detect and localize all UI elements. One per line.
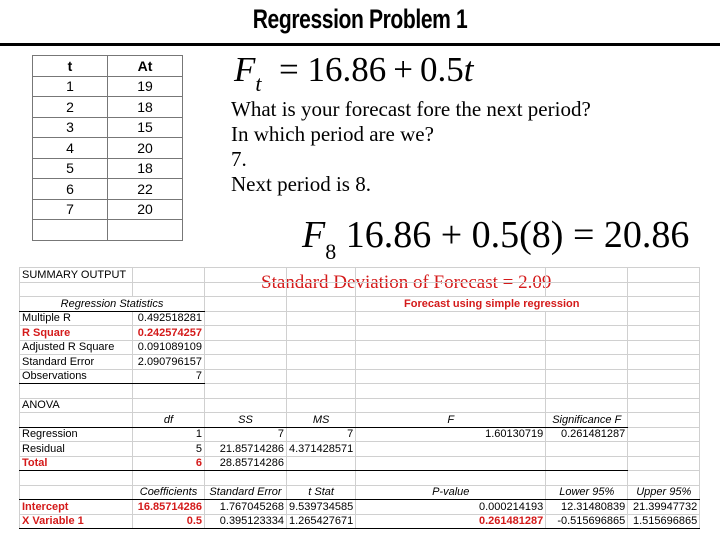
coef-upper: 1.515696865 bbox=[628, 514, 700, 529]
cell-empty bbox=[287, 326, 356, 341]
cell-empty bbox=[356, 471, 546, 486]
cell-at: 20 bbox=[108, 138, 183, 159]
stat-label: Standard Error bbox=[20, 355, 133, 370]
coef-lower: 12.31480839 bbox=[546, 500, 628, 515]
table-row bbox=[20, 442, 700, 457]
cell-empty bbox=[546, 355, 628, 370]
cell-empty bbox=[205, 384, 287, 399]
question-text: In which period are we? bbox=[231, 122, 434, 146]
coef-tstat: 1.265427671 bbox=[287, 514, 356, 529]
cell-empty bbox=[628, 413, 700, 428]
table-row bbox=[33, 76, 183, 97]
column-header-at: At bbox=[108, 56, 183, 77]
cell-empty bbox=[628, 471, 700, 486]
table-row-empty bbox=[33, 220, 183, 241]
cell-empty bbox=[133, 384, 205, 399]
cell-empty bbox=[133, 398, 205, 413]
table-row bbox=[33, 97, 183, 118]
anova-df: 5 bbox=[133, 442, 205, 457]
cell-empty bbox=[628, 297, 700, 312]
cell-empty bbox=[205, 355, 287, 370]
table-row bbox=[20, 456, 700, 471]
cell-empty bbox=[628, 282, 700, 297]
anova-header: df bbox=[133, 413, 205, 428]
cell-empty bbox=[205, 282, 287, 297]
cell-at: 18 bbox=[108, 158, 183, 179]
cell-empty bbox=[20, 384, 133, 399]
cell-empty bbox=[205, 268, 287, 283]
cell-empty bbox=[356, 442, 546, 457]
cell-empty bbox=[356, 384, 546, 399]
anova-header: MS bbox=[287, 413, 356, 428]
anova-ms: 7 bbox=[287, 427, 356, 442]
cell-empty bbox=[287, 384, 356, 399]
table-row bbox=[33, 138, 183, 159]
table-row bbox=[20, 500, 700, 515]
regression-equation bbox=[234, 50, 474, 104]
coef-pvalue: 0.261481287 bbox=[356, 514, 546, 529]
stat-label: Observations bbox=[20, 369, 133, 384]
stat-label: R Square bbox=[20, 326, 133, 341]
coef-se: 0.395123334 bbox=[205, 514, 287, 529]
cell-t: 7 bbox=[33, 199, 108, 220]
title-divider bbox=[0, 43, 720, 46]
cell-empty bbox=[287, 369, 356, 384]
table-row bbox=[20, 326, 700, 341]
cell-empty bbox=[287, 398, 356, 413]
cell-empty bbox=[356, 268, 546, 283]
question-text: What is your forecast fore the next period? bbox=[231, 97, 591, 121]
cell-empty bbox=[356, 369, 546, 384]
coef-row-label: X Variable 1 bbox=[20, 514, 133, 529]
eq-operator: + bbox=[386, 50, 421, 89]
cell-t: 4 bbox=[33, 138, 108, 159]
cell-empty bbox=[546, 369, 628, 384]
cell-empty bbox=[287, 471, 356, 486]
cell-empty bbox=[546, 282, 628, 297]
eq-subscript: t bbox=[255, 71, 262, 96]
cell-empty bbox=[628, 398, 700, 413]
cell-t: 6 bbox=[33, 179, 108, 200]
summary-output-label: SUMMARY OUTPUT bbox=[20, 268, 133, 283]
anova-header: F bbox=[356, 413, 546, 428]
stat-value: 0.091089109 bbox=[133, 340, 205, 355]
cell-at: 18 bbox=[108, 97, 183, 118]
data-table bbox=[32, 55, 183, 241]
coef-value: 16.85714286 bbox=[133, 500, 205, 515]
coef-header: Upper 95% bbox=[628, 485, 700, 500]
eq-slope: 0.5 bbox=[420, 50, 464, 89]
cell-empty bbox=[205, 311, 287, 326]
cell-empty bbox=[628, 355, 700, 370]
anova-header: Significance F bbox=[546, 413, 628, 428]
table-row bbox=[20, 340, 700, 355]
stat-label: Adjusted R Square bbox=[20, 340, 133, 355]
cell-empty bbox=[287, 268, 356, 283]
cell-empty bbox=[356, 456, 546, 471]
stat-value: 7 bbox=[133, 369, 205, 384]
cell-empty bbox=[20, 485, 133, 500]
anova-ss: 28.85714286 bbox=[205, 456, 287, 471]
cell-empty bbox=[546, 340, 628, 355]
cell-empty bbox=[546, 311, 628, 326]
stat-value: 2.090796157 bbox=[133, 355, 205, 370]
cell-empty bbox=[205, 326, 287, 341]
coef-upper: 21.39947732 bbox=[628, 500, 700, 515]
cell-empty bbox=[356, 326, 546, 341]
anova-ss: 21.85714286 bbox=[205, 442, 287, 457]
cell-empty bbox=[628, 427, 700, 442]
page-title: Regression Problem 1 bbox=[252, 4, 468, 34]
table-row bbox=[20, 355, 700, 370]
eq-intercept: 16.86 bbox=[307, 50, 387, 89]
anova-df: 1 bbox=[133, 427, 205, 442]
cell-empty bbox=[205, 471, 287, 486]
table-row bbox=[20, 369, 700, 384]
cell-empty bbox=[20, 413, 133, 428]
eq-subscript: 8 bbox=[325, 239, 337, 264]
eq-lhs: F bbox=[302, 214, 326, 256]
cell-empty bbox=[546, 326, 628, 341]
eq-variable: t bbox=[463, 50, 474, 89]
cell-empty bbox=[628, 268, 700, 283]
cell-empty bbox=[546, 442, 628, 457]
cell-empty bbox=[33, 220, 108, 241]
answer-text: Next period is 8. bbox=[231, 172, 371, 196]
cell-empty bbox=[287, 456, 356, 471]
anova-row-label: Residual bbox=[20, 442, 133, 457]
cell-empty bbox=[628, 442, 700, 457]
cell-empty bbox=[356, 311, 546, 326]
cell-at: 22 bbox=[108, 179, 183, 200]
cell-empty bbox=[546, 456, 628, 471]
cell-at: 20 bbox=[108, 199, 183, 220]
cell-empty bbox=[20, 471, 133, 486]
answer-text: 7. bbox=[231, 147, 247, 171]
coef-pvalue: 0.000214193 bbox=[356, 500, 546, 515]
cell-empty bbox=[205, 297, 287, 312]
anova-row-label: Regression bbox=[20, 427, 133, 442]
cell-empty bbox=[20, 282, 133, 297]
eq-rhs: 16.86 + 0.5(8) = 20.86 bbox=[345, 214, 690, 256]
stat-label: Multiple R bbox=[20, 311, 133, 326]
cell-empty bbox=[356, 340, 546, 355]
cell-empty bbox=[287, 355, 356, 370]
cell-empty bbox=[133, 471, 205, 486]
anova-f: 1.60130719 bbox=[356, 427, 546, 442]
coef-lower: -0.515696865 bbox=[546, 514, 628, 529]
cell-empty bbox=[287, 297, 356, 312]
coef-header: t Stat bbox=[287, 485, 356, 500]
cell-empty bbox=[133, 282, 205, 297]
coef-tstat: 9.539734585 bbox=[287, 500, 356, 515]
cell-empty bbox=[356, 398, 546, 413]
cell-t: 5 bbox=[33, 158, 108, 179]
cell-empty bbox=[628, 326, 700, 341]
cell-empty bbox=[546, 268, 628, 283]
anova-sig: 0.261481287 bbox=[546, 427, 628, 442]
table-row bbox=[33, 179, 183, 200]
regression-statistics-header: Regression Statistics bbox=[20, 297, 205, 312]
cell-empty bbox=[356, 282, 546, 297]
cell-empty bbox=[205, 340, 287, 355]
table-row bbox=[20, 427, 700, 442]
anova-df: 6 bbox=[133, 456, 205, 471]
anova-ms: 4.371428571 bbox=[287, 442, 356, 457]
column-header-t: t bbox=[33, 56, 108, 77]
cell-empty bbox=[628, 311, 700, 326]
anova-row-label: Total bbox=[20, 456, 133, 471]
cell-empty bbox=[546, 384, 628, 399]
cell-empty bbox=[356, 355, 546, 370]
table-row bbox=[20, 514, 700, 529]
anova-ss: 7 bbox=[205, 427, 287, 442]
cell-empty bbox=[205, 369, 287, 384]
cell-empty bbox=[108, 220, 183, 241]
cell-t: 1 bbox=[33, 76, 108, 97]
coef-header: Lower 95% bbox=[546, 485, 628, 500]
coef-header: Coefficients bbox=[133, 485, 205, 500]
table-row bbox=[33, 199, 183, 220]
coef-header: Standard Error bbox=[205, 485, 287, 500]
anova-label: ANOVA bbox=[20, 398, 133, 413]
cell-empty bbox=[133, 268, 205, 283]
stat-value: 0.242574257 bbox=[133, 326, 205, 341]
eq-operator: = bbox=[270, 50, 308, 89]
coef-value: 0.5 bbox=[133, 514, 205, 529]
coef-se: 1.767045268 bbox=[205, 500, 287, 515]
cell-empty bbox=[546, 398, 628, 413]
cell-at: 15 bbox=[108, 117, 183, 138]
cell-empty bbox=[546, 471, 628, 486]
cell-empty bbox=[205, 398, 287, 413]
table-row bbox=[20, 311, 700, 326]
cell-empty bbox=[287, 311, 356, 326]
table-row bbox=[33, 158, 183, 179]
forecast-note: Forecast using simple regression bbox=[356, 297, 628, 312]
question-answer-block bbox=[231, 97, 591, 197]
stdev-note: Standard Deviation of Forecast = 2.09 bbox=[261, 272, 552, 293]
coef-row-label: Intercept bbox=[20, 500, 133, 515]
summary-output-table bbox=[19, 267, 700, 529]
cell-empty bbox=[628, 456, 700, 471]
cell-empty bbox=[628, 340, 700, 355]
stat-value: 0.492518281 bbox=[133, 311, 205, 326]
cell-empty bbox=[287, 340, 356, 355]
table-row bbox=[33, 117, 183, 138]
cell-t: 3 bbox=[33, 117, 108, 138]
cell-at: 19 bbox=[108, 76, 183, 97]
cell-empty bbox=[287, 282, 356, 297]
coef-header: P-value bbox=[356, 485, 546, 500]
cell-empty bbox=[628, 384, 700, 399]
cell-empty bbox=[628, 369, 700, 384]
cell-t: 2 bbox=[33, 97, 108, 118]
anova-header: SS bbox=[205, 413, 287, 428]
eq-lhs: F bbox=[234, 50, 256, 89]
forecast-equation bbox=[302, 212, 689, 275]
